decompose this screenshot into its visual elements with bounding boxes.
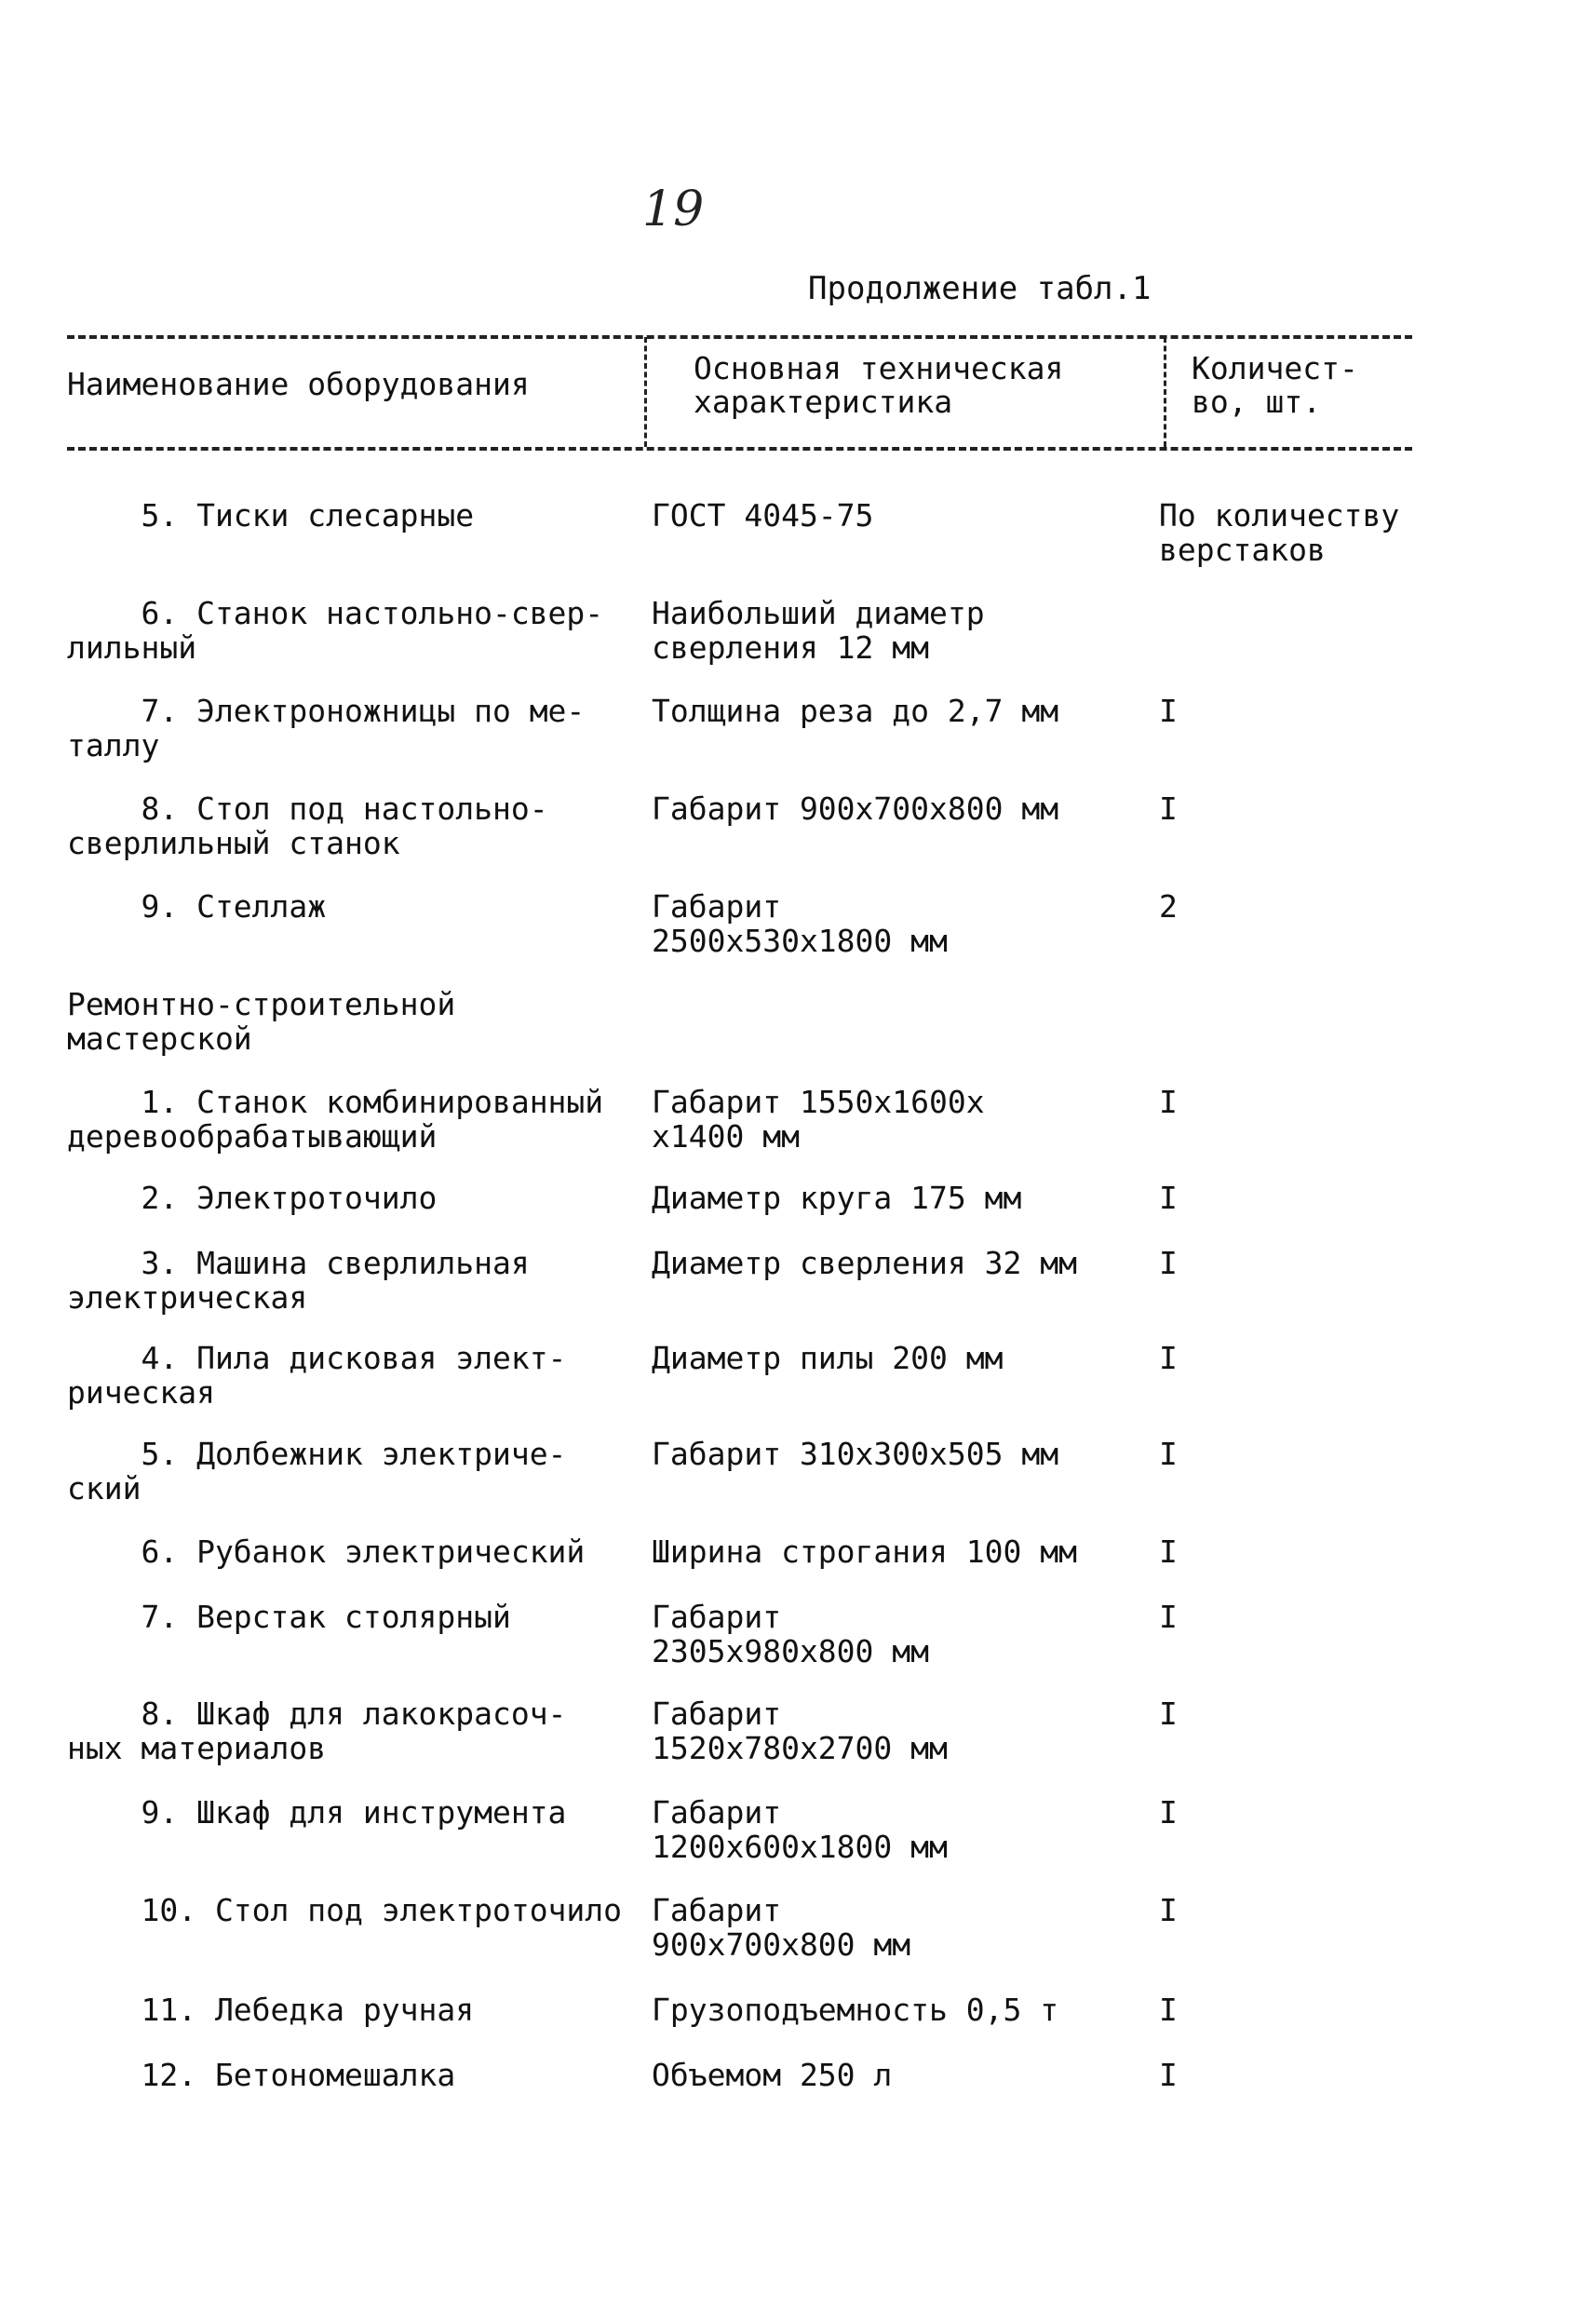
row-name: 11. Лебедка ручная (67, 1992, 475, 2028)
row-qty: I (1159, 1180, 1178, 1216)
row-name: 7. Электроножницы по ме- таллу (67, 693, 586, 763)
header-bottom-rule (67, 447, 1412, 451)
row-qty: I (1159, 1599, 1178, 1635)
row-qty: I (1159, 1794, 1178, 1831)
row-spec: Наибольший диаметр сверления 12 мм (652, 595, 985, 666)
row-name: 12. Бетономешалка (67, 2057, 456, 2093)
row-name: 8. Шкаф для лакокрасоч- ных материалов (67, 1696, 567, 1766)
row-spec: Габарит 310х300х505 мм (652, 1436, 1059, 1472)
row-name: 7. Верстак столярный (67, 1599, 511, 1635)
header-spec-line1: Основная техническая (694, 350, 1064, 386)
row-spec: Габарит 2500х530х1800 мм (652, 888, 948, 959)
header-top-rule (67, 335, 1412, 339)
row-spec: ГОСТ 4045-75 (652, 497, 874, 534)
row-name: 6. Станок настольно-свер- лильный (67, 595, 604, 666)
table-continuation-caption: Продолжение табл.1 (808, 270, 1152, 307)
row-qty: I (1159, 2057, 1178, 2093)
header-divider-1 (644, 337, 647, 447)
row-qty: I (1159, 790, 1178, 827)
row-spec: Толщина реза до 2,7 мм (652, 693, 1059, 729)
row-qty: I (1159, 1892, 1178, 1928)
section-heading: Ремонтно-строительной мастерской (67, 986, 456, 1057)
row-spec: Габарит 1520х780х2700 мм (652, 1696, 948, 1766)
row-qty: I (1159, 1436, 1178, 1472)
row-name: 2. Электроточило (67, 1180, 438, 1216)
row-name: 9. Шкаф для инструмента (67, 1794, 567, 1831)
row-spec: Габарит 900х700х800 мм (652, 790, 1059, 827)
row-qty: По количеству верстаков (1159, 497, 1400, 568)
header-divider-2 (1164, 337, 1166, 447)
row-name: 10. Стол под электроточило (67, 1892, 623, 1928)
row-qty: I (1159, 1340, 1178, 1376)
header-qty-line2: во, шт. (1192, 384, 1322, 420)
row-spec: Грузоподъемность 0,5 т (652, 1992, 1059, 2028)
row-spec: Габарит 1550х1600х х1400 мм (652, 1084, 985, 1155)
row-qty: I (1159, 693, 1178, 729)
row-name: 4. Пила дисковая элект- рическая (67, 1340, 567, 1411)
row-qty: I (1159, 1696, 1178, 1732)
page-number: 19 (642, 182, 705, 237)
row-spec: Диаметр пилы 200 мм (652, 1340, 1004, 1376)
row-spec: Объемом 250 л (652, 2057, 893, 2093)
row-qty: I (1159, 1084, 1178, 1120)
row-name: 5. Тиски слесарные (67, 497, 475, 534)
row-spec: Габарит 2305х980х800 мм (652, 1599, 930, 1669)
row-spec: Диаметр сверления 32 мм (652, 1245, 1077, 1281)
row-name: 5. Долбежник электриче- ский (67, 1436, 567, 1507)
row-name: 6. Рубанок электрический (67, 1534, 586, 1570)
row-spec: Габарит 900х700х800 мм (652, 1892, 911, 1963)
row-qty: I (1159, 1534, 1178, 1570)
row-spec: Диаметр круга 175 мм (652, 1180, 1022, 1216)
header-name: Наименование оборудования (67, 366, 530, 402)
row-name: 8. Стол под настольно- сверлильный станок (67, 790, 548, 861)
row-name: 3. Машина сверлильная электрическая (67, 1245, 530, 1316)
header-qty-line1: Количест- (1192, 350, 1358, 386)
row-name: 1. Станок комбинированный деревообрабатывающий (67, 1084, 604, 1155)
row-name: 9. Стеллаж (67, 888, 327, 925)
header-spec-line2: характеристика (694, 384, 953, 420)
row-spec: Габарит 1200х600х1800 мм (652, 1794, 948, 1865)
row-qty: I (1159, 1992, 1178, 2028)
row-qty: 2 (1159, 888, 1178, 925)
row-qty: I (1159, 1245, 1178, 1281)
row-spec: Ширина строгания 100 мм (652, 1534, 1077, 1570)
